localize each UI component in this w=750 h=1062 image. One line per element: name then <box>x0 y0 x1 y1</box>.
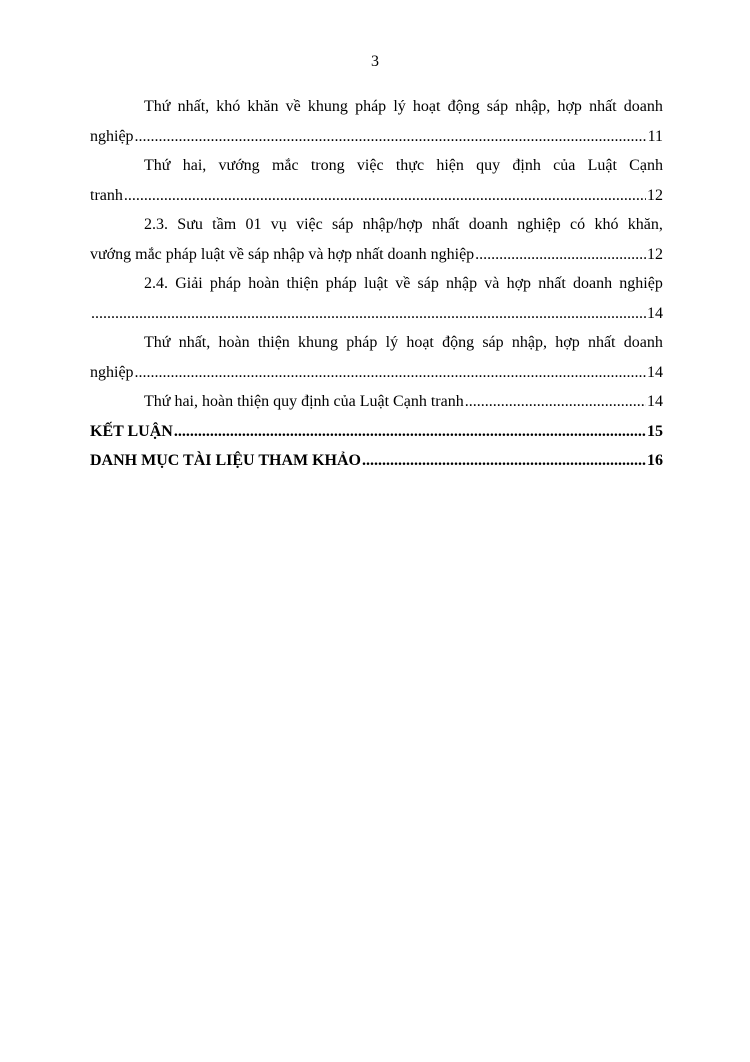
toc-page-number: 12 <box>647 245 663 263</box>
toc-word: doanh <box>623 98 663 115</box>
toc-word: lý <box>385 334 399 351</box>
toc-leader-dots <box>124 181 646 211</box>
toc-entry-line <box>90 446 663 476</box>
toc-word: pháp <box>346 334 378 351</box>
toc-word: thiện <box>257 334 290 351</box>
toc-entry <box>90 151 663 210</box>
toc-word: việc <box>356 157 384 174</box>
toc-page-number: 14 <box>647 363 663 381</box>
toc-entry <box>90 387 663 417</box>
toc-leader-dots <box>91 299 646 329</box>
toc-leader-dots <box>174 417 646 447</box>
toc-word: nghiệp <box>619 275 663 292</box>
toc-word: 2.3. <box>144 216 168 233</box>
toc-word: việc <box>296 216 323 233</box>
toc-word: thực <box>395 157 425 174</box>
toc-page-number: 14 <box>647 393 663 410</box>
toc-word: Sưu <box>177 216 203 233</box>
toc-page-number: 16 <box>647 452 663 469</box>
toc-word: 01 <box>245 216 262 233</box>
toc-word: trong <box>310 157 345 174</box>
toc-word: nhập <box>446 275 478 292</box>
toc-leader-dots <box>362 446 646 476</box>
toc-word: hai, <box>182 157 207 174</box>
toc-entry-first-line <box>90 151 663 181</box>
toc-entry-conclusion <box>90 417 663 447</box>
toc-entry-line <box>90 387 663 417</box>
toc-entry-text: vướng mắc pháp luật về sáp nhập và hợp nhất doanh nghiệp <box>90 245 475 263</box>
toc-entry-text: nghiệp <box>90 127 134 145</box>
toc-page-number: 14 <box>647 304 663 322</box>
toc-entry <box>90 92 663 151</box>
toc-word: động <box>442 334 475 351</box>
toc-entry-text: Thứ hai, hoàn thiện quy định của Luật Cạnh tranh <box>144 393 464 410</box>
toc-leader-dots <box>135 358 646 388</box>
toc-word: mắc <box>271 157 299 174</box>
toc-word: Cạnh <box>629 157 663 174</box>
toc-word: có <box>570 216 586 233</box>
toc-word: lý <box>393 98 406 115</box>
toc-word: doanh <box>623 334 663 351</box>
toc-entry-last-line <box>90 181 663 211</box>
toc-word: nhất <box>589 98 617 115</box>
toc-word: thiện <box>286 275 319 292</box>
toc-word: nhập/hợp <box>362 216 423 233</box>
toc-entry-last-line <box>90 358 663 388</box>
toc-word: sáp <box>486 98 509 115</box>
toc-word: khung <box>307 98 348 115</box>
toc-word: Thứ <box>144 334 171 351</box>
toc-word: động <box>447 98 480 115</box>
toc-word: hợp <box>557 98 582 115</box>
toc-entry-last-line <box>90 299 663 329</box>
toc-entry-text: tranh <box>90 186 123 204</box>
toc-word: doanh <box>572 275 613 292</box>
toc-word: Giải <box>175 275 203 292</box>
toc-word: hoạt <box>406 334 434 351</box>
toc-word: khó <box>216 98 241 115</box>
table-of-contents <box>90 92 663 476</box>
toc-word: nhất, <box>177 98 210 115</box>
toc-word: nhập, <box>515 98 551 115</box>
toc-entry-line <box>90 417 663 447</box>
toc-word: khăn <box>247 98 279 115</box>
toc-leader-dots <box>475 240 646 270</box>
toc-word: nhất <box>538 275 566 292</box>
toc-word: khăn, <box>627 216 663 233</box>
toc-word: Thứ <box>144 157 171 174</box>
toc-word: hoàn <box>218 334 250 351</box>
toc-entry-first-line <box>90 210 663 240</box>
toc-word: Thứ <box>144 98 171 115</box>
toc-word: và <box>484 275 500 292</box>
toc-entry-text: nghiệp <box>90 363 134 381</box>
toc-entry-last-line <box>90 122 663 152</box>
toc-word: doanh <box>468 216 508 233</box>
toc-entry-first-line <box>90 92 663 122</box>
toc-word: pháp <box>355 98 387 115</box>
toc-entry-text: DANH MỤC TÀI LIỆU THAM KHẢO <box>90 452 361 469</box>
toc-page-number: 12 <box>647 186 663 204</box>
toc-page-number: 15 <box>647 422 663 440</box>
toc-word: nhất <box>587 334 616 351</box>
toc-word: vụ <box>270 216 287 233</box>
toc-word: hoạt <box>412 98 441 115</box>
toc-entry-text: KẾT LUẬN <box>90 422 173 440</box>
toc-word: hoàn <box>248 275 280 292</box>
toc-word: pháp <box>209 275 242 292</box>
toc-word: hợp <box>555 334 580 351</box>
toc-word: khó <box>594 216 619 233</box>
toc-word: nhập, <box>511 334 547 351</box>
toc-entry-first-line <box>90 269 663 299</box>
toc-word: Luật <box>587 157 617 174</box>
toc-word: sáp <box>332 216 354 233</box>
toc-word: luật <box>364 275 388 292</box>
toc-word: vướng <box>218 157 260 174</box>
toc-entry <box>90 269 663 328</box>
toc-entry <box>90 328 663 387</box>
toc-word: nhất, <box>178 334 211 351</box>
toc-leader-dots <box>465 387 646 417</box>
toc-word: tầm <box>212 216 237 233</box>
toc-word: sáp <box>482 334 504 351</box>
toc-word: về <box>395 275 411 292</box>
toc-word: pháp <box>325 275 357 292</box>
toc-word: về <box>285 98 301 115</box>
toc-entry-last-line <box>90 240 663 270</box>
toc-word: hiện <box>436 157 464 174</box>
toc-word: 2.4. <box>144 275 168 292</box>
toc-word: khung <box>298 334 339 351</box>
toc-page-number: 11 <box>647 127 663 145</box>
toc-word: sáp <box>417 275 439 292</box>
toc-word: định <box>512 157 541 174</box>
toc-entry-references <box>90 446 663 476</box>
toc-word: nhất <box>431 216 460 233</box>
toc-word: nghiệp <box>517 216 561 233</box>
toc-word: hợp <box>506 275 532 292</box>
toc-entry <box>90 210 663 269</box>
page-number: 3 <box>371 53 379 70</box>
toc-entry-first-line <box>90 328 663 358</box>
toc-leader-dots <box>135 122 647 152</box>
toc-word: quy <box>476 157 501 174</box>
toc-word: của <box>553 157 576 174</box>
